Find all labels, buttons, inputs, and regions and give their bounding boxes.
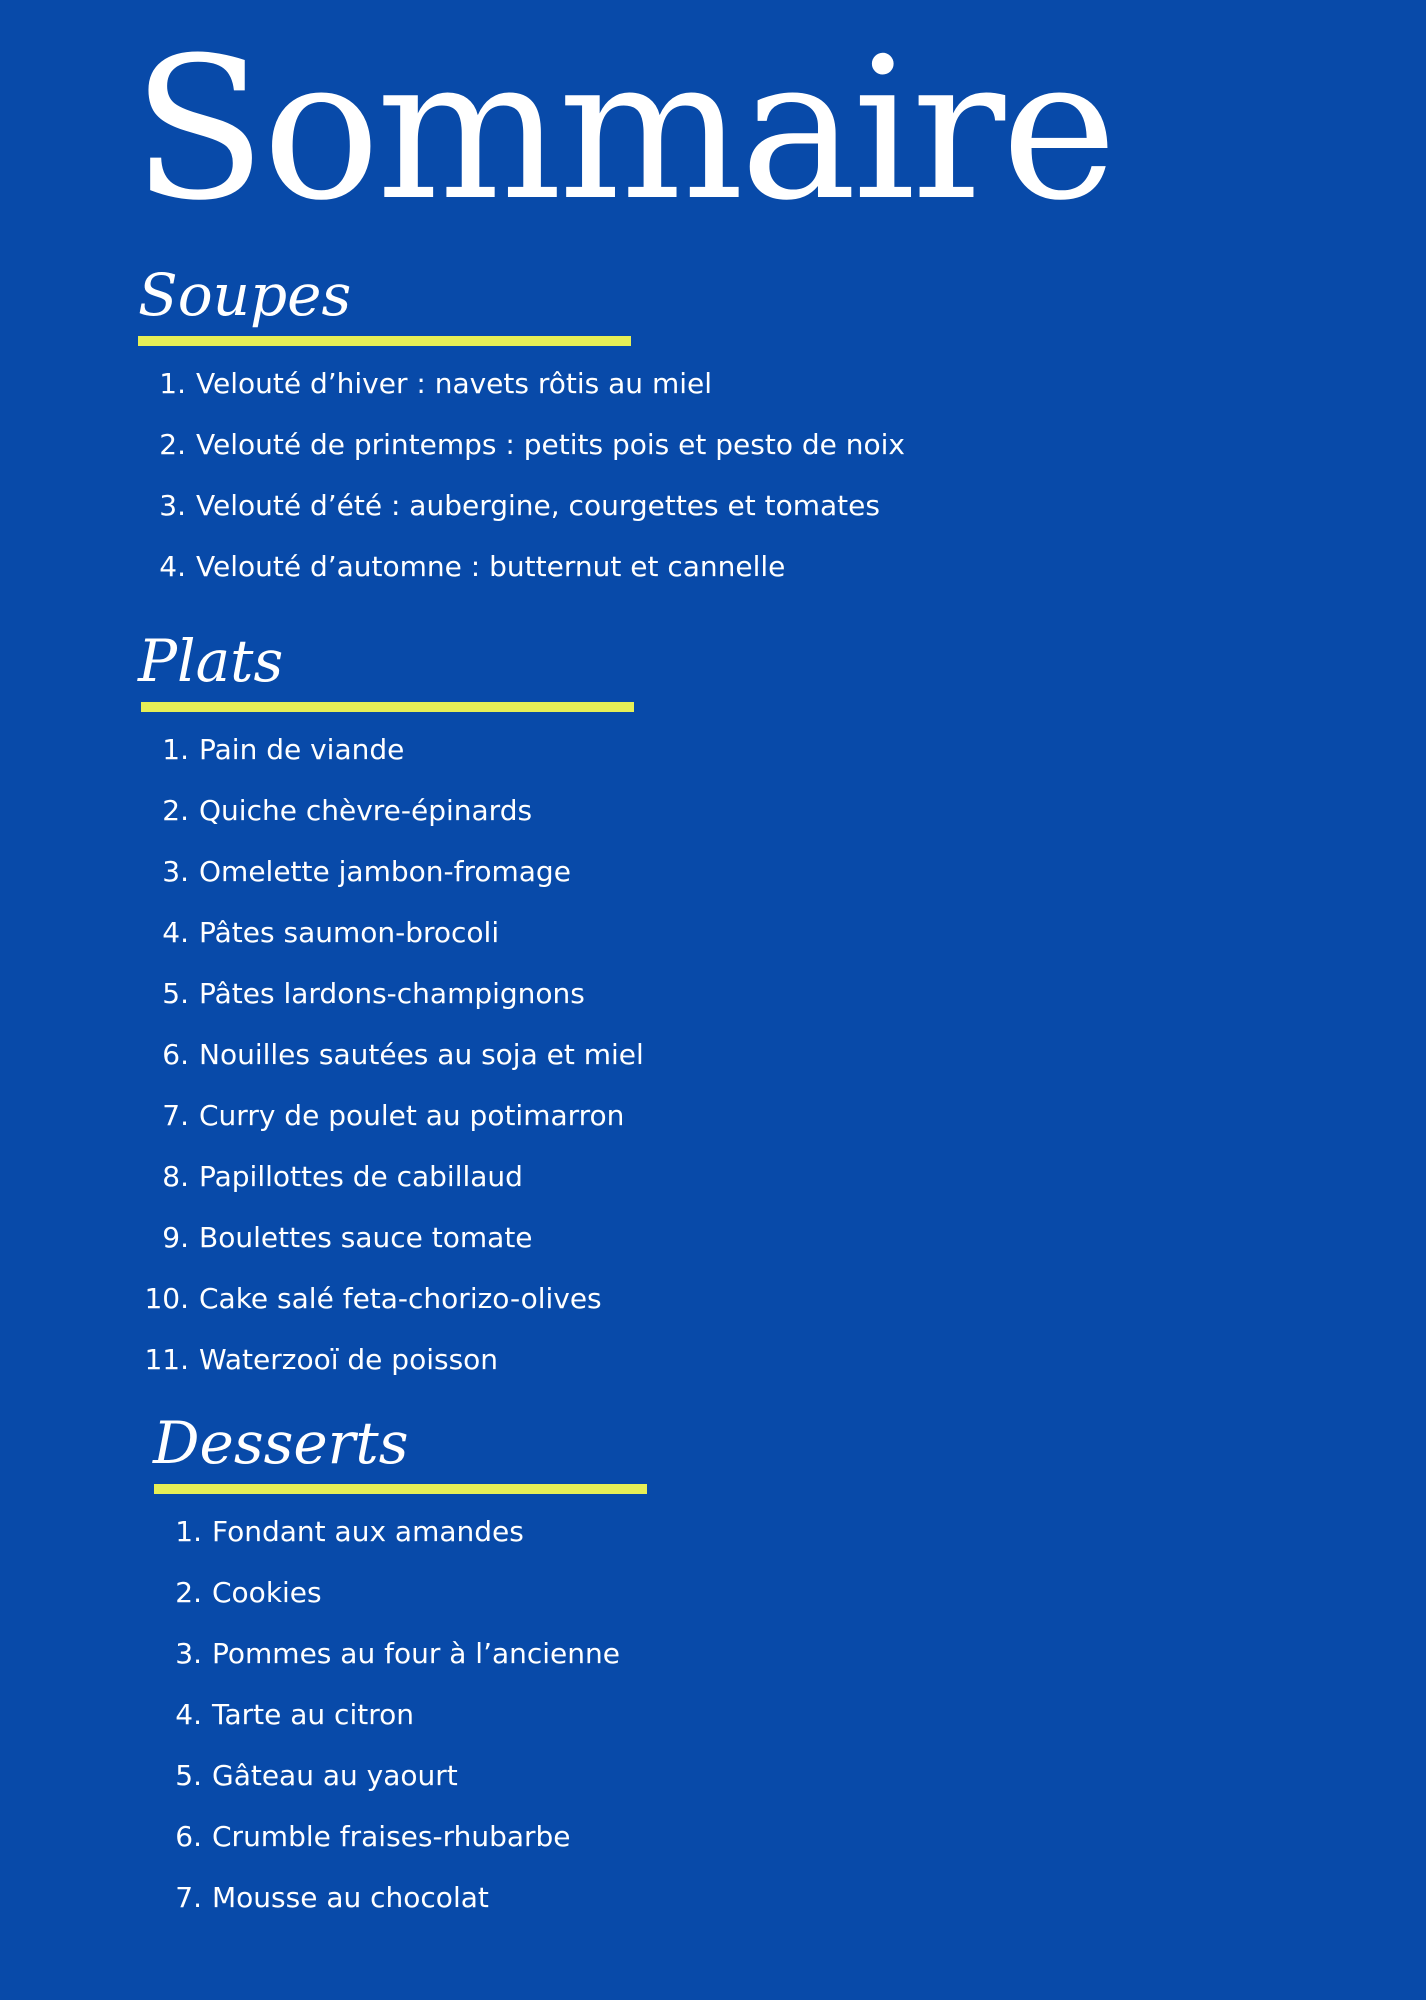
list-item	[143, 1218, 533, 1258]
section-underline-plats	[141, 702, 634, 712]
item-number: 3.	[175, 1637, 202, 1670]
section-underline-soupes	[138, 336, 631, 346]
item-text: Velouté d’été : aubergine, courgettes et tomates	[196, 489, 880, 522]
item-number: 3.	[159, 489, 186, 522]
list-item	[143, 1157, 523, 1197]
section-title-desserts: Desserts	[153, 1409, 409, 1477]
list-item	[143, 974, 585, 1014]
list-item	[140, 486, 880, 526]
item-number: 1.	[162, 733, 189, 766]
list-item	[156, 1756, 458, 1796]
section-underline-desserts	[154, 1484, 647, 1494]
list-item	[156, 1878, 489, 1918]
list-item	[143, 1279, 602, 1319]
list-item	[156, 1695, 414, 1735]
item-text: Papillottes de cabillaud	[199, 1160, 523, 1193]
item-number: 8.	[162, 1160, 189, 1193]
item-text: Velouté d’hiver : navets rôtis au miel	[196, 367, 713, 400]
item-text: Omelette jambon-fromage	[199, 855, 571, 888]
list-item	[140, 425, 905, 465]
item-text: Fondant aux amandes	[212, 1515, 524, 1548]
item-number: 4.	[159, 550, 186, 583]
item-text: Pâtes lardons-champignons	[199, 977, 585, 1010]
list-item	[156, 1817, 571, 1857]
item-text: Mousse au chocolat	[212, 1881, 489, 1914]
list-item	[156, 1573, 322, 1613]
item-text: Quiche chèvre-épinards	[199, 794, 533, 827]
list-item	[143, 1096, 624, 1136]
item-number: 4.	[162, 916, 189, 949]
item-number: 6.	[162, 1038, 189, 1071]
item-number: 2.	[162, 794, 189, 827]
item-number: 3.	[162, 855, 189, 888]
item-text: Waterzooï de poisson	[199, 1343, 499, 1376]
item-number: 4.	[175, 1698, 202, 1731]
list-item	[143, 913, 499, 953]
item-number: 1.	[175, 1515, 202, 1548]
page-title: Sommaire	[132, 16, 1114, 244]
list-item	[143, 1035, 644, 1075]
item-number: 7.	[162, 1099, 189, 1132]
list-item	[140, 364, 712, 404]
item-text: Curry de poulet au potimarron	[199, 1099, 625, 1132]
item-text: Cookies	[212, 1576, 322, 1609]
item-text: Velouté de printemps : petits pois et pesto de noix	[196, 428, 905, 461]
section-title-soupes: Soupes	[138, 261, 352, 329]
item-text: Nouilles sautées au soja et miel	[199, 1038, 644, 1071]
list-item	[143, 730, 404, 770]
item-text: Gâteau au yaourt	[212, 1759, 458, 1792]
item-text: Cake salé feta-chorizo-olives	[199, 1282, 602, 1315]
item-text: Pâtes saumon-brocoli	[199, 916, 500, 949]
item-text: Boulettes sauce tomate	[199, 1221, 533, 1254]
item-number: 6.	[175, 1820, 202, 1853]
item-number: 2.	[175, 1576, 202, 1609]
item-number: 11.	[144, 1343, 189, 1376]
item-text: Crumble fraises-rhubarbe	[212, 1820, 571, 1853]
list-item	[143, 852, 571, 892]
item-number: 9.	[162, 1221, 189, 1254]
item-text: Pommes au four à l’ancienne	[212, 1637, 620, 1670]
item-number: 2.	[159, 428, 186, 461]
item-number: 10.	[144, 1282, 189, 1315]
list-item	[143, 1340, 498, 1380]
list-item	[140, 547, 785, 587]
list-item	[143, 791, 532, 831]
item-number: 7.	[175, 1881, 202, 1914]
item-number: 1.	[159, 367, 186, 400]
item-number: 5.	[175, 1759, 202, 1792]
item-text: Tarte au citron	[212, 1698, 414, 1731]
section-title-plats: Plats	[138, 627, 284, 695]
list-item	[156, 1512, 524, 1552]
item-text: Velouté d’automne : butternut et cannelle	[196, 550, 786, 583]
item-text: Pain de viande	[199, 733, 405, 766]
list-item	[156, 1634, 620, 1674]
item-number: 5.	[162, 977, 189, 1010]
